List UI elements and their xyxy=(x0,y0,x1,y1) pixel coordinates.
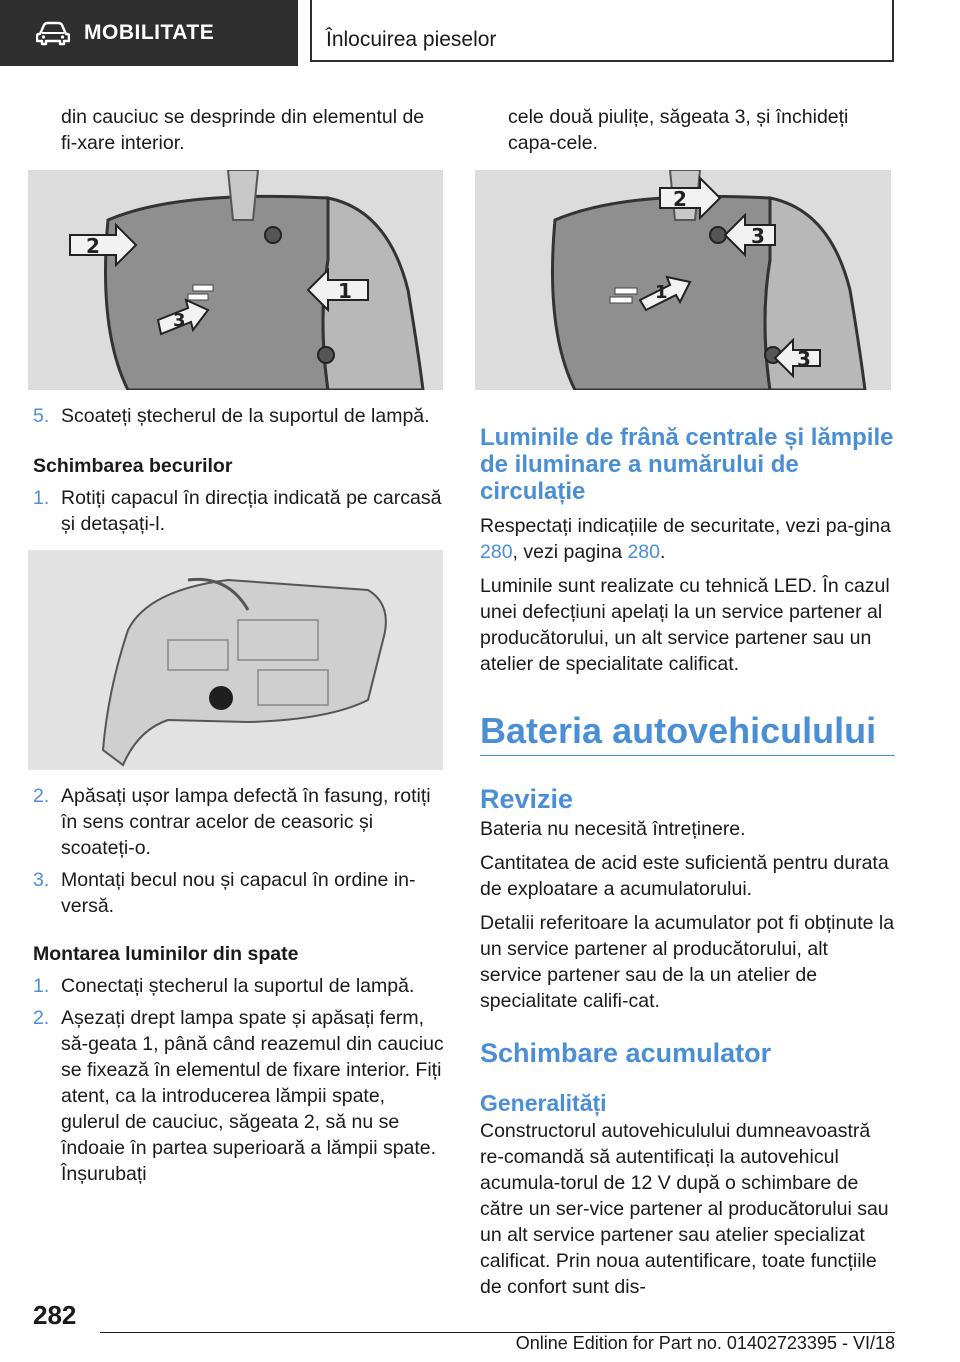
intro-text: cele două piulițe, săgeata 3, și închideți capa-cele. xyxy=(508,106,849,154)
car-icon xyxy=(36,20,70,46)
intro-text: din cauciuc se desprinde din elementul de fi-xare interior. xyxy=(61,106,425,154)
left-block-2 xyxy=(33,783,445,1187)
right-body xyxy=(480,424,895,1300)
page-number: 282 xyxy=(33,1300,77,1330)
taillight-install-illustration xyxy=(475,170,891,390)
bulb-step-2 xyxy=(33,783,445,861)
section-tab[interactable] xyxy=(0,0,298,66)
callout-3: 3 xyxy=(173,310,186,331)
figure-taillight-removal xyxy=(28,170,443,390)
revizie-heading: Revizie xyxy=(480,784,574,814)
callout-2: 2 xyxy=(673,187,687,211)
mount-heading: Montarea luminilor din spate xyxy=(33,943,299,965)
heading-rule xyxy=(480,755,895,756)
step-5 xyxy=(33,403,445,429)
chapter-header xyxy=(310,0,894,62)
battery-heading: Bateria autovehiculului xyxy=(480,710,877,751)
brake-lights-heading: Luminile de frână centrale și lămpile de iluminare a numărului de circulație xyxy=(480,424,894,505)
bulb-step-3 xyxy=(33,867,445,919)
step-number: 2. xyxy=(33,785,50,807)
step-text: Montați becul nou și capacul în ordine in-versă. xyxy=(61,869,416,917)
page-link-280[interactable]: 280 xyxy=(627,541,660,563)
step-number: 2. xyxy=(33,1007,50,1029)
mount-step-1 xyxy=(33,973,445,999)
left-intro xyxy=(33,104,445,156)
section-label: MOBILITATE xyxy=(84,21,215,44)
lamp-holder-illustration xyxy=(28,550,443,770)
safety-text: . xyxy=(660,541,666,563)
chapter-title: Înlocuirea pieselor xyxy=(326,28,497,51)
figure-taillight-install xyxy=(475,170,891,390)
schimbare-heading: Schimbare acumulator xyxy=(480,1038,772,1068)
bulb-heading: Schimbarea becurilor xyxy=(33,455,233,477)
footer-edition: Online Edition for Part no. 01402723395 - VI/18 xyxy=(515,1333,895,1353)
step-number: 5. xyxy=(33,405,50,427)
safety-text: Respectați indicațiile de securitate, vezi pa-gina xyxy=(480,515,891,537)
safety-text: , vezi pagina xyxy=(512,541,628,563)
callout-1: 1 xyxy=(655,282,668,303)
callout-2: 2 xyxy=(86,234,100,258)
callout-1: 1 xyxy=(338,279,352,303)
step-text: Rotiți capacul în direcția indicată pe carcasă și detașați-l. xyxy=(61,487,442,535)
taillight-illustration xyxy=(28,170,443,390)
callout-3a: 3 xyxy=(751,224,765,248)
mount-step-2 xyxy=(33,1005,445,1187)
revizie-p2: Cantitatea de acid este suficientă pentru durata de exploatare a acumulatorului. xyxy=(480,852,889,900)
page-link-280[interactable]: 280 xyxy=(480,541,513,563)
right-intro xyxy=(480,104,895,156)
safety-reference xyxy=(480,513,895,565)
step-text: Scoateți ștecherul de la suportul de lampă. xyxy=(61,405,430,427)
generalitati-text: Constructorul autovehiculului dumneavoastră re-comandă să autentificați la autovehicul acumula-torul de 12 V după o schimbare de către un ser-vice partener al producătorului sau un alt service partener sau atelier specializat calificat. Prin noua autentificare, toate funcțiile de confort sunt dis- xyxy=(480,1120,889,1298)
step-number: 1. xyxy=(33,975,50,997)
bulb-step-1 xyxy=(33,485,445,537)
step-text: Așezați drept lampa spate și apăsați ferm, să-geata 1, până când reazemul din cauciuc se fixează în elementul de fixare interior. Fiți atent, ca la introducerea lămpii spate, gulerul de cauciuc, săgeata 2, să nu se îndoaie în partea superioară a lămpii spate. Înșurubați xyxy=(61,1007,444,1185)
led-text: Luminile sunt realizate cu tehnică LED. În cazul unei defecțiuni apelați la un service partener al producătorului, un alt service partener sau un atelier de specialitate calificat. xyxy=(480,575,890,675)
figure-lamp-holder xyxy=(28,550,443,770)
revizie-p3: Detalii referitoare la acumulator pot fi obținute la un service partener al producătorului, alt service partener sau de la un atelier de specialitate califi-cat. xyxy=(480,912,895,1012)
left-block-1 xyxy=(33,403,445,537)
callout-3b: 3 xyxy=(797,347,811,371)
step-number: 1. xyxy=(33,487,50,509)
revizie-p1: Bateria nu necesită întreținere. xyxy=(480,818,746,840)
step-number: 3. xyxy=(33,869,50,891)
step-text: Conectați ștecherul la suportul de lampă. xyxy=(61,975,415,997)
step-text: Apăsați ușor lampa defectă în fasung, rotiți în sens contrar acelor de ceasoric și scoateți-o. xyxy=(61,785,431,859)
generalitati-heading: Generalități xyxy=(480,1090,607,1116)
